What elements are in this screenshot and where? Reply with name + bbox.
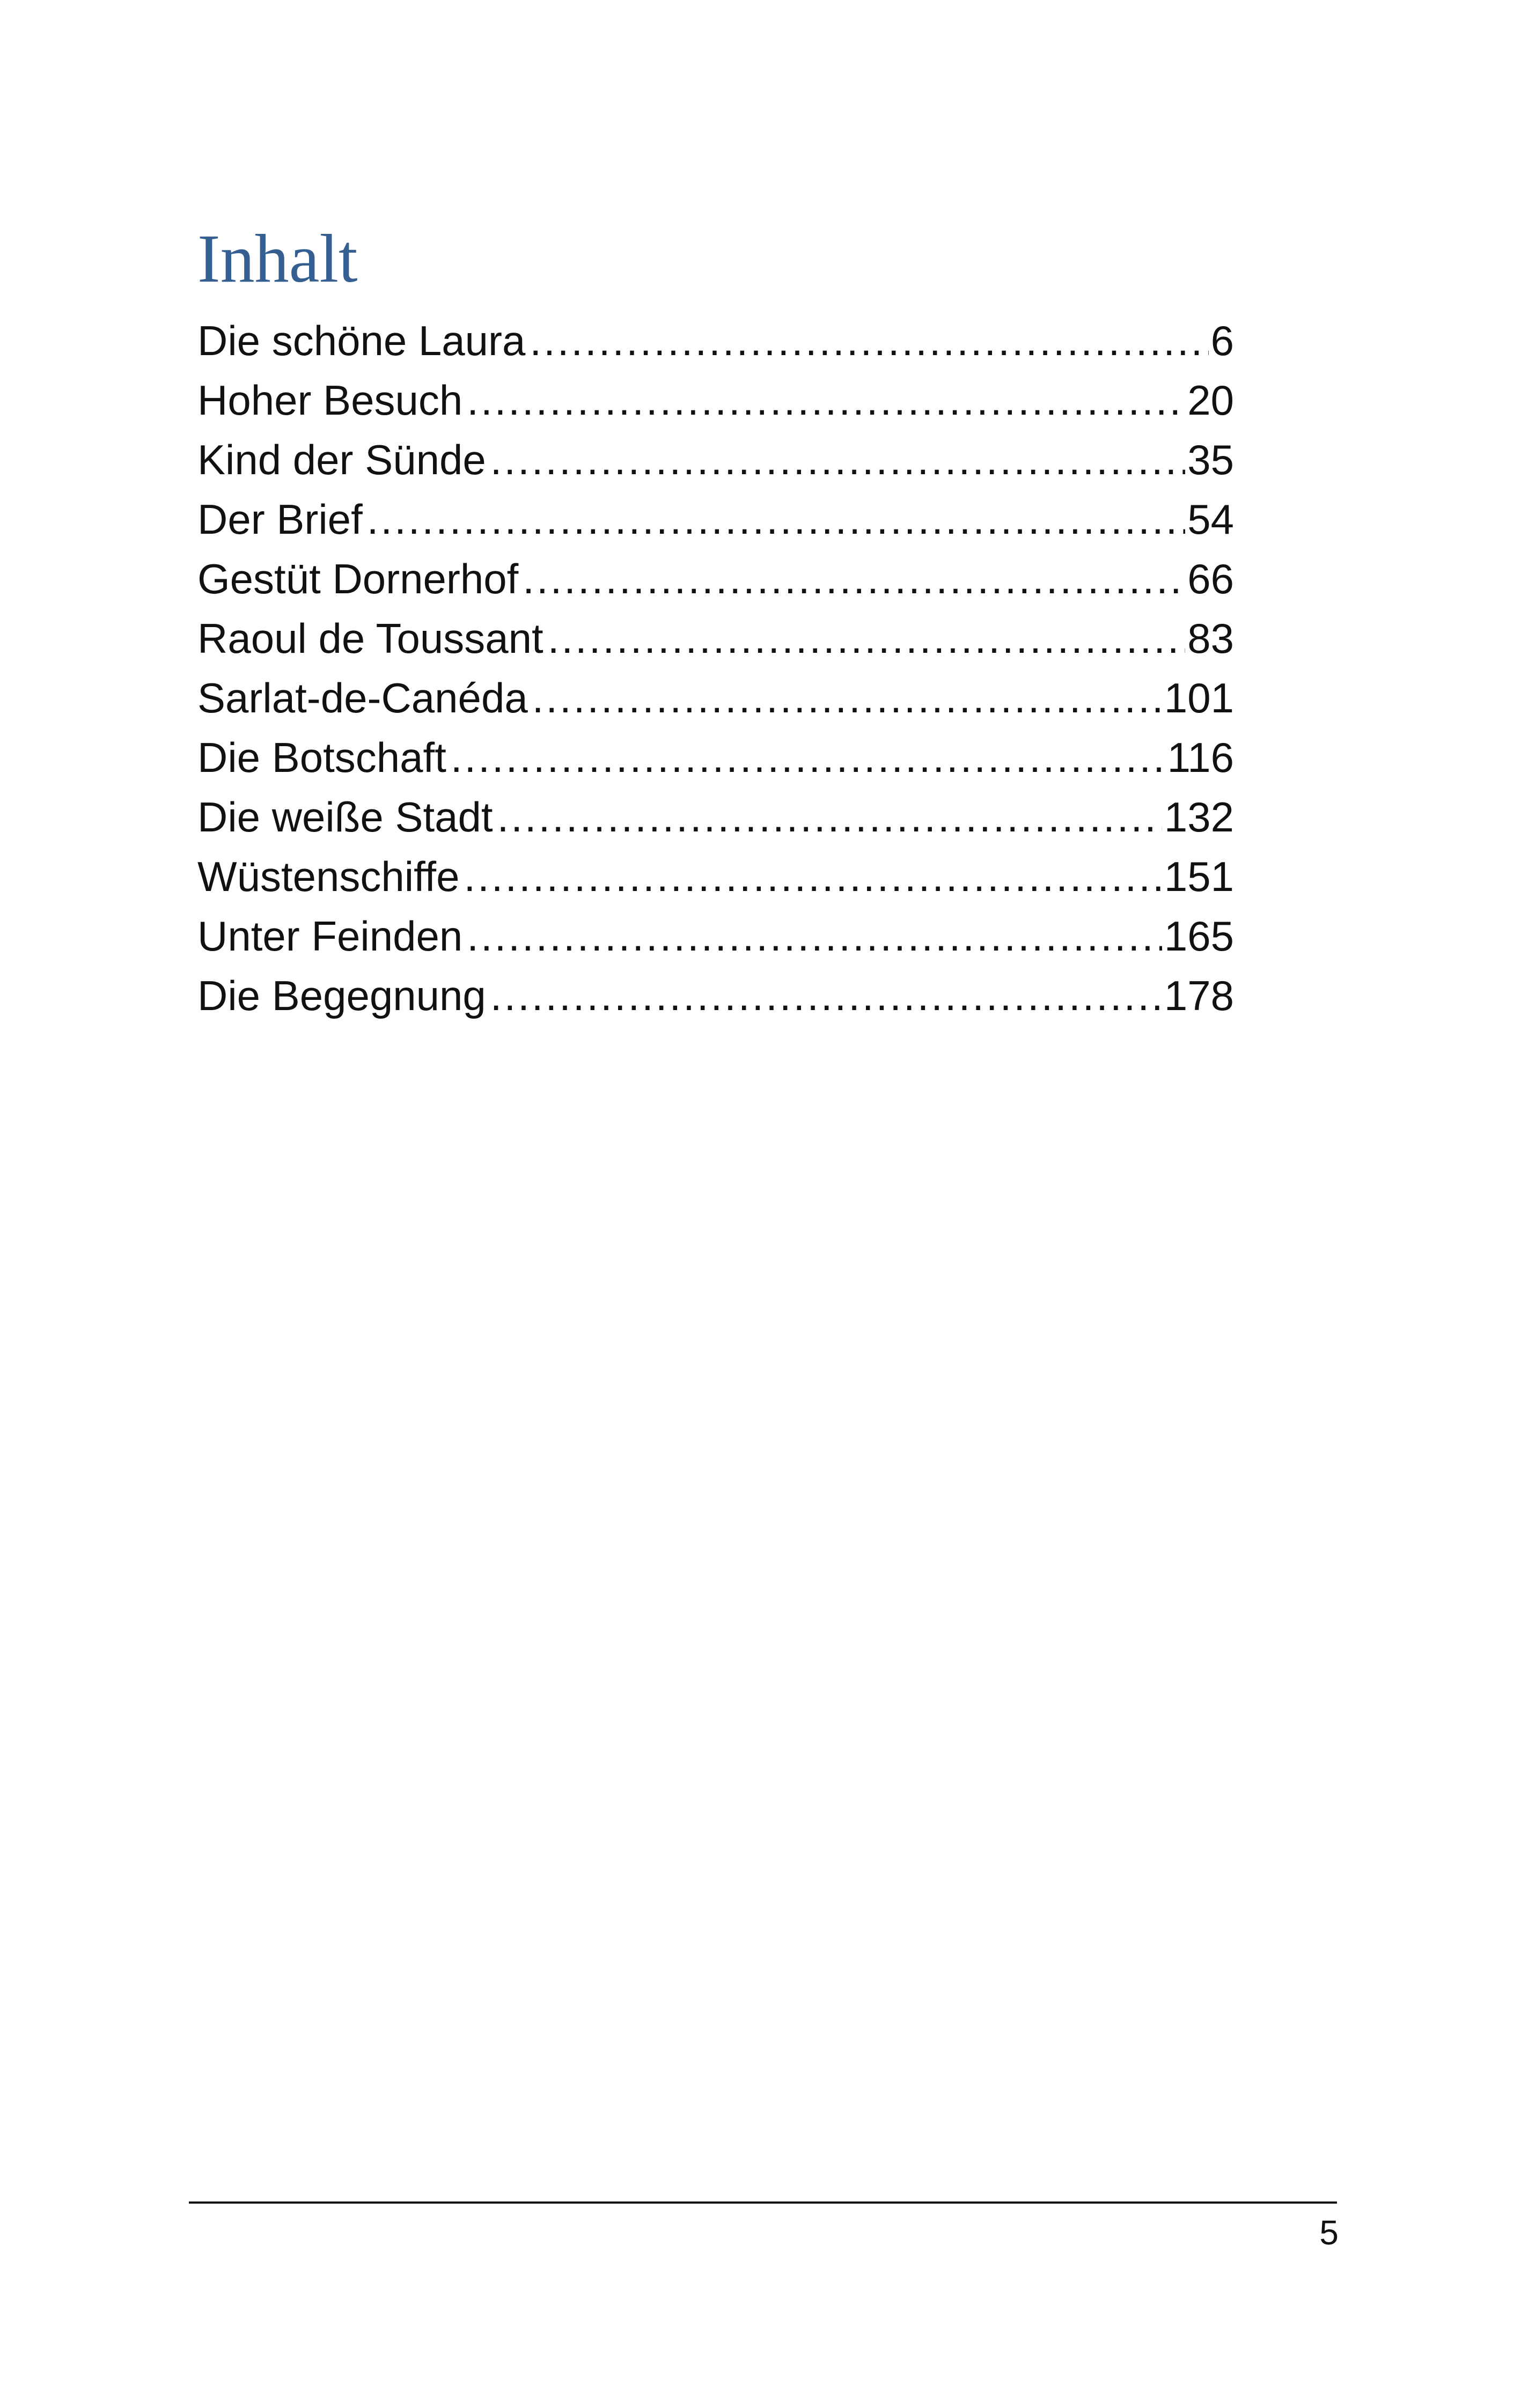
- toc-entry[interactable]: [197, 847, 1234, 907]
- table-of-contents: [197, 311, 1234, 1026]
- toc-entry-page: 35: [1187, 436, 1234, 483]
- toc-dot-leader: [523, 549, 1185, 609]
- toc-entry[interactable]: [197, 549, 1234, 609]
- toc-entry-page: 6: [1210, 317, 1234, 364]
- toc-dot-leader: [367, 490, 1186, 549]
- toc-entry[interactable]: [197, 668, 1234, 728]
- toc-dot-leader: [467, 371, 1185, 430]
- toc-entry-page: 165: [1164, 912, 1234, 960]
- toc-dot-leader: [464, 847, 1162, 907]
- toc-dot-leader: [490, 966, 1162, 1026]
- toc-entry-title: Gestüt Dornerhof: [197, 555, 519, 602]
- toc-entry[interactable]: [197, 371, 1234, 430]
- toc-entry[interactable]: [197, 728, 1234, 787]
- toc-dot-leader: [532, 668, 1162, 728]
- toc-entry-title: Die schöne Laura: [197, 317, 526, 364]
- toc-entry-page: 54: [1187, 496, 1234, 543]
- toc-entry-title: Unter Feinden: [197, 912, 463, 960]
- toc-dot-leader: [530, 311, 1208, 371]
- toc-entry-title: Die weiße Stadt: [197, 793, 493, 841]
- toc-dot-leader: [467, 907, 1162, 966]
- toc-entry-title: Die Botschaft: [197, 734, 446, 781]
- toc-entry-title: Hoher Besuch: [197, 377, 463, 424]
- toc-entry-page: 101: [1164, 674, 1234, 721]
- toc-entry-title: Wüstenschiffe: [197, 853, 460, 900]
- page-title: Inhalt: [197, 220, 358, 297]
- toc-entry-title: Der Brief: [197, 496, 363, 543]
- toc-entry[interactable]: [197, 609, 1234, 668]
- toc-entry-page: 178: [1164, 972, 1234, 1019]
- toc-entry-page: 116: [1167, 734, 1234, 781]
- toc-entry[interactable]: [197, 907, 1234, 966]
- toc-entry-title: Raoul de Toussant: [197, 615, 543, 662]
- toc-entry-page: 132: [1164, 793, 1234, 841]
- toc-entry-title: Kind der Sünde: [197, 436, 486, 483]
- toc-entry[interactable]: [197, 430, 1234, 490]
- toc-entry[interactable]: [197, 311, 1234, 371]
- page-number: 5: [1319, 2213, 1339, 2252]
- footer-divider: [189, 2201, 1337, 2204]
- toc-dot-leader: [497, 787, 1162, 847]
- toc-entry-page: 20: [1187, 377, 1234, 424]
- toc-dot-leader: [548, 609, 1186, 668]
- toc-dot-leader: [490, 430, 1185, 490]
- toc-entry-page: 83: [1187, 615, 1234, 662]
- toc-entry-page: 66: [1187, 555, 1234, 602]
- toc-entry[interactable]: [197, 966, 1234, 1026]
- toc-entry[interactable]: [197, 787, 1234, 847]
- toc-entry-title: Sarlat-de-Canéda: [197, 674, 528, 721]
- toc-entry-title: Die Begegnung: [197, 972, 486, 1019]
- toc-dot-leader: [451, 728, 1165, 787]
- toc-entry[interactable]: [197, 490, 1234, 549]
- toc-entry-page: 151: [1164, 853, 1234, 900]
